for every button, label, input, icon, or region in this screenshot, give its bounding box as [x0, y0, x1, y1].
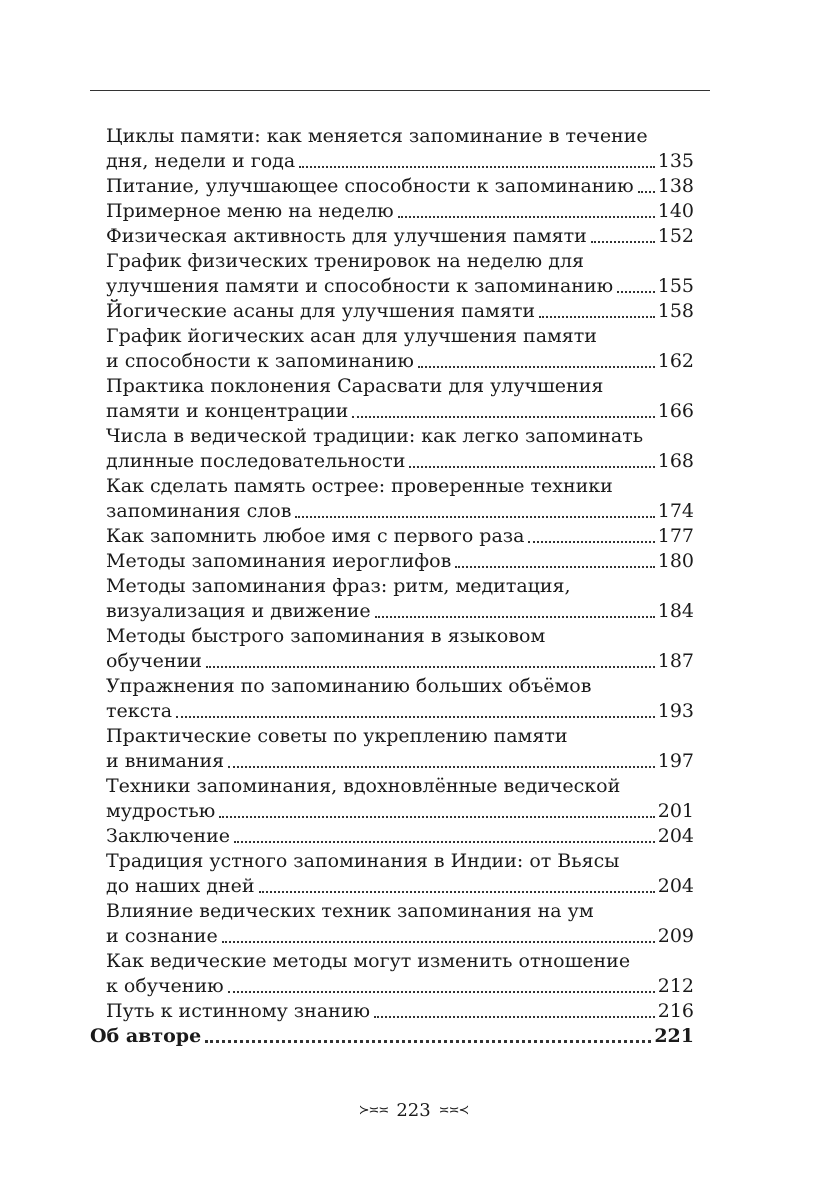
toc-entry-title: График йогических асан для улучшения памяти [106, 325, 597, 347]
toc-entry[interactable] [106, 224, 694, 249]
toc-entry-title: и внимания [106, 750, 225, 772]
toc-entry[interactable] [106, 149, 694, 174]
dot-leader [375, 616, 655, 618]
toc-entry-page: 204 [657, 875, 694, 897]
toc-entry-page: 216 [657, 1000, 694, 1022]
dot-leader [539, 316, 655, 318]
toc-entry-title: Традиция устного запоминания в Индии: от Вьясы [106, 850, 620, 872]
toc-entry-page: 140 [657, 200, 694, 222]
toc-entry-page: 193 [657, 700, 694, 722]
toc-entry-title: мудростью [106, 800, 216, 822]
toc-entry-title: Практические советы по укреплению памяти [106, 725, 568, 747]
toc-entry-title: и сознание [106, 925, 218, 947]
toc-entry-title: запоминания слов [106, 500, 292, 522]
toc-entry-page: 166 [657, 400, 694, 422]
toc-entry-page: 197 [657, 750, 694, 772]
header-rule [90, 90, 710, 91]
toc-entry-title: текста [106, 700, 173, 722]
toc-entry-continued[interactable] [106, 424, 694, 449]
toc-entry[interactable] [106, 699, 694, 724]
toc-entry-title: Техники запоминания, вдохновлённые ведической [106, 775, 621, 797]
toc-entry-page: 168 [657, 450, 694, 472]
toc-entry-title: Физическая активность для улучшения памяти [106, 225, 587, 247]
toc-entry-title: Практика поклонения Сарасвати для улучшения [106, 375, 604, 397]
toc-entry-continued[interactable] [106, 249, 694, 274]
dot-leader [176, 716, 655, 718]
toc-entry[interactable] [106, 524, 694, 549]
dot-leader [638, 191, 655, 193]
dot-leader [205, 1040, 651, 1043]
toc-entry-page: 158 [657, 300, 694, 322]
toc-entry[interactable] [106, 749, 694, 774]
toc-entry-title: длинные последовательности [106, 450, 406, 472]
toc-entry-title: Об авторе [90, 1025, 202, 1047]
toc-entry-title: Путь к истинному знанию [106, 1000, 371, 1022]
toc-entry[interactable] [106, 874, 694, 899]
toc-entry[interactable] [106, 799, 694, 824]
toc-entry-title: Циклы памяти: как меняется запоминание в течение [106, 125, 648, 147]
toc-entry[interactable] [106, 399, 694, 424]
toc-entry-title: Методы запоминания иероглифов [106, 550, 452, 572]
toc-entry[interactable] [106, 999, 694, 1024]
toc-entry-continued[interactable] [106, 374, 694, 399]
toc-entry-page: 180 [657, 550, 694, 572]
toc-entry[interactable] [106, 824, 694, 849]
toc-entry-continued[interactable] [106, 324, 694, 349]
dot-leader [409, 466, 654, 468]
toc-entry-title: и способности к запоминанию [106, 350, 414, 372]
toc-entry-continued[interactable] [106, 899, 694, 924]
toc-entry-page: 135 [657, 150, 694, 172]
dot-leader [455, 566, 654, 568]
toc-entry-page: 174 [657, 500, 694, 522]
toc-entry[interactable] [106, 199, 694, 224]
toc-entry-continued[interactable] [106, 474, 694, 499]
dot-leader [591, 241, 655, 243]
dot-leader [398, 216, 655, 218]
toc-entry-title: визуализация и движение [106, 600, 371, 622]
toc-entry-page: 152 [657, 225, 694, 247]
right-ornament-icon: ≍≍≺ [438, 1103, 469, 1118]
toc-entry-title: Методы быстрого запоминания в языковом [106, 625, 546, 647]
toc-entry[interactable] [106, 974, 694, 999]
toc-entry[interactable] [106, 274, 694, 299]
dot-leader [259, 891, 655, 893]
toc-entry[interactable] [106, 449, 694, 474]
toc-entry-continued[interactable] [106, 674, 694, 699]
toc-entry-title: Йогические асаны для улучшения памяти [106, 300, 535, 322]
dot-leader [374, 1016, 655, 1018]
toc-entry-title: обучении [106, 650, 202, 672]
page-folio [0, 1100, 827, 1121]
toc-entry-title: Числа в ведической традиции: как легко запоминать [106, 425, 644, 447]
toc-entry-page: 184 [657, 600, 694, 622]
toc-entry-page: 201 [657, 800, 694, 822]
toc-entry[interactable] [106, 174, 694, 199]
toc-entry-page: 138 [657, 175, 694, 197]
toc-entry-title: Примерное меню на неделю [106, 200, 394, 222]
dot-leader [219, 816, 654, 818]
toc-entry[interactable] [106, 549, 694, 574]
toc-entry-continued[interactable] [106, 574, 694, 599]
toc-entry-page: 209 [657, 925, 694, 947]
toc-entry-title: Питание, улучшающее способности к запоминанию [106, 175, 634, 197]
dot-leader [228, 766, 655, 768]
toc-entry[interactable] [106, 924, 694, 949]
toc-entry-continued[interactable] [106, 124, 694, 149]
dot-leader [228, 991, 655, 993]
toc-entry-title: Как запомнить любое имя с первого раза [106, 525, 525, 547]
toc-entry-page: 177 [657, 525, 694, 547]
toc-entry[interactable] [106, 349, 694, 374]
toc-entry[interactable] [106, 499, 694, 524]
dot-leader [528, 541, 654, 543]
toc-entry-page: 221 [654, 1025, 694, 1047]
dot-leader [352, 416, 654, 418]
toc-entry-title: Влияние ведических техник запоминания на ум [106, 900, 594, 922]
toc-entry[interactable] [106, 299, 694, 324]
toc-entry[interactable] [106, 649, 694, 674]
toc-entry-title: к обучению [106, 975, 224, 997]
left-ornament-icon: ≻≍≍ [358, 1103, 389, 1118]
toc-entry-title: Как ведические методы могут изменить отношение [106, 950, 631, 972]
toc-entry-title: График физических тренировок на неделю для [106, 250, 585, 272]
toc-entry-continued[interactable] [106, 724, 694, 749]
toc-entry-title: Методы запоминания фраз: ритм, медитация, [106, 575, 571, 597]
toc-entry-continued[interactable] [106, 849, 694, 874]
toc-entry-page: 162 [657, 350, 694, 372]
dot-leader [295, 516, 654, 518]
toc-entry-page: 204 [657, 825, 694, 847]
toc-entry-title: Как сделать память острее: проверенные техники [106, 475, 613, 497]
dot-leader [206, 666, 655, 668]
dot-leader [299, 166, 655, 168]
toc-entry-title: до наших дней [106, 875, 255, 897]
page-number: 223 [396, 1100, 431, 1121]
toc-entry-title: памяти и концентрации [106, 400, 349, 422]
dot-leader [418, 366, 655, 368]
toc-entry-page: 155 [657, 275, 694, 297]
toc-entry-title: Упражнения по запоминанию больших объёмов [106, 675, 592, 697]
toc-entry[interactable] [90, 1024, 694, 1049]
toc-entry-page: 187 [657, 650, 694, 672]
toc-entry-continued[interactable] [106, 949, 694, 974]
toc-entry[interactable] [106, 599, 694, 624]
toc-entry-title: дня, недели и года [106, 150, 296, 172]
toc-entry-page: 212 [657, 975, 694, 997]
toc-entry-continued[interactable] [106, 774, 694, 799]
dot-leader [234, 841, 655, 843]
toc-entry-continued[interactable] [106, 624, 694, 649]
toc-entry-title: Заключение [106, 825, 231, 847]
toc-entry-title: улучшения памяти и способности к запоминанию [106, 275, 614, 297]
dot-leader [617, 291, 655, 293]
dot-leader [222, 941, 655, 943]
